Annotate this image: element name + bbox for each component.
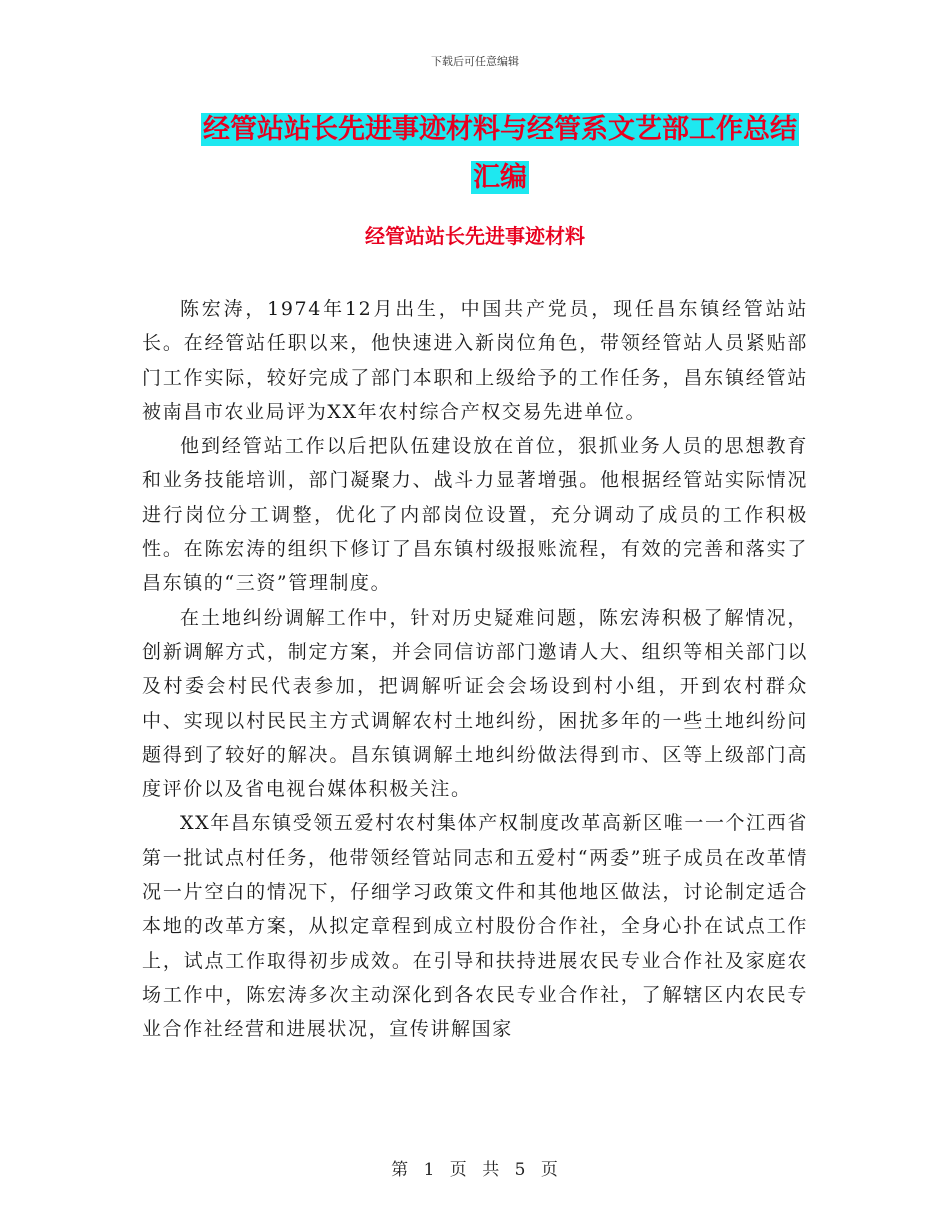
footer-label-total-unit: 页 bbox=[540, 1160, 559, 1180]
document-title bbox=[190, 106, 810, 202]
paragraph: 陈宏涛，1974年12月出生，中国共产党员，现任昌东镇经管站站长。在经管站任职以来，他快速进入新岗位角色，带领经管站人员紧贴部门工作实际，较好完成了部门本职和上级给予的工作任务，昌东镇经管站被南昌市农业局评为XX年农村综合产权交易先进单位。 bbox=[142, 298, 808, 423]
paragraph: 在土地纠纷调解工作中，针对历史疑难问题，陈宏涛积极了解情况，创新调解方式，制定方案，并会同信访部门邀请人大、组织等相关部门以及村委会村民代表参加，把调解听证会会场设到村小组，开到农村群众中、实现以村民民主方式调解农村土地纠纷，困扰多年的一些土地纠纷问题得到了较好的解决。昌东镇调解土地纠纷做法得到市、区等上级部门高度评价以及省电视台媒体积极关注。 bbox=[142, 606, 808, 801]
footer-current-page: 1 bbox=[423, 1160, 436, 1180]
footer-total-pages: 5 bbox=[514, 1160, 527, 1180]
footer-label-page: 第 bbox=[391, 1160, 410, 1180]
page-footer bbox=[0, 1155, 950, 1180]
section-title: 经管站站长先进事迹材料 bbox=[365, 224, 585, 248]
document-body bbox=[142, 292, 808, 1047]
paragraph: XX年昌东镇受领五爱村农村集体产权制度改革高新区唯一一个江西省第一批试点村任务，他带领经管站同志和五爱村“两委”班子成员在改革情况一片空白的情况下，仔细学习政策文件和其他地区做法，讨论制定适合本地的改革方案，从拟定章程到成立村股份合作社，全身心扑在试点工作上，试点工作取得初步成效。在引导和扶持进展农民专业合作社及家庭农场工作中，陈宏涛多次主动深化到各农民专业合作社，了解辖区内农民专业合作社经营和进展状况，宣传讲解国家 bbox=[142, 812, 808, 1041]
footer-label-total: 共 bbox=[482, 1160, 501, 1180]
document-title-text: 经管站站长先进事迹材料与经管系文艺部工作总结汇编 bbox=[203, 114, 797, 193]
footer-label-page-unit: 页 bbox=[449, 1160, 468, 1180]
page-header-note: 下载后可任意编辑 bbox=[431, 55, 519, 68]
paragraph: 他到经管站工作以后把队伍建设放在首位，狠抓业务人员的思想教育和业务技能培训，部门凝聚力、战斗力显著增强。他根据经管站实际情况进行岗位分工调整，优化了内部岗位设置，充分调动了成员的工作积极性。在陈宏涛的组织下修订了昌东镇村级报账流程，有效的完善和落实了昌东镇的“三资”管理制度。 bbox=[142, 435, 808, 595]
